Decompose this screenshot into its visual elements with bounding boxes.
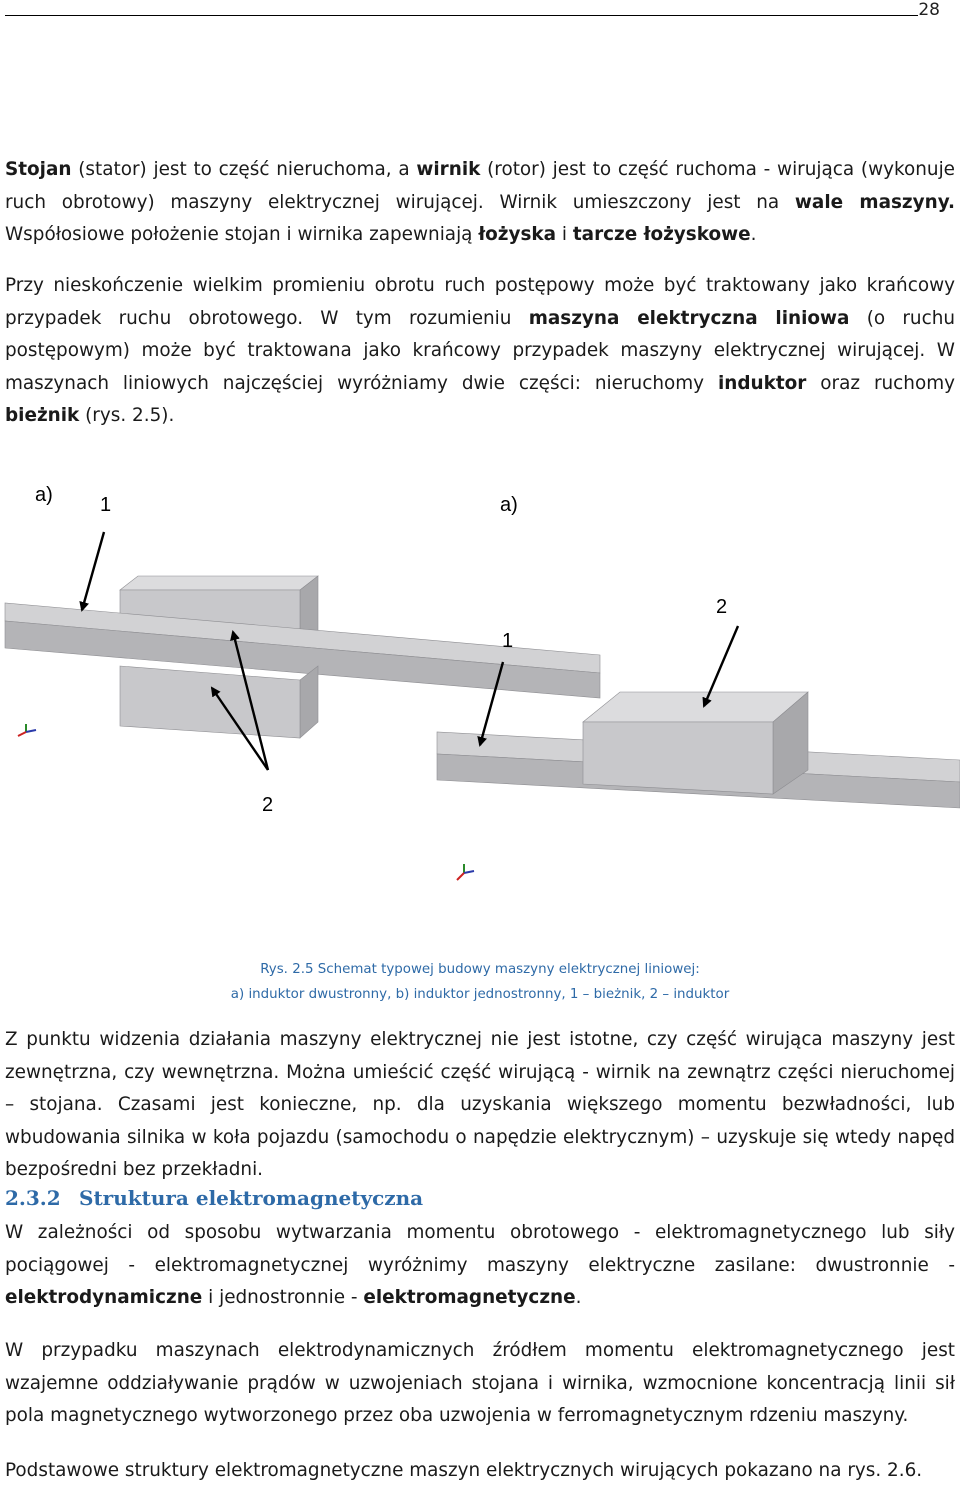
text-run: W zależności od sposobu wytwarzania momentu obrotowego - elektromagnetycznego lub siły pociągowej - elektromagnetycznej wyróżnimy maszyny elektryczne zasilane: dwustronnie - [5, 1222, 955, 1276]
text-run: W przypadku maszynach elektrodynamicznych źródłem momentu elektromagnetycznego jest wzajemne oddziaływanie prądów w uzwojeniach stojana i wirnika, wzmocnione koncentracją linii sił pola magnetycznego wytworzonego przez oba uzwojenia w ferromagnetycznym rdzeniu maszyny. [5, 1340, 955, 1426]
bold-term: Stojan [5, 159, 72, 180]
bold-term: wale maszyny. [794, 191, 955, 213]
left-bottom-block-side [300, 666, 318, 738]
bold-term: induktor [717, 372, 807, 394]
text-run: i jednostronnie - [202, 1287, 364, 1308]
left-top-block-top [120, 576, 318, 590]
figure-drawing [0, 470, 960, 960]
text-run: i [556, 224, 573, 245]
text-run: (rotor) jest to część ruchoma - wirująca (wykonuje ruch obrotowy) maszyny elektrycznej wirującej. Wirnik umieszczony jest na [5, 159, 955, 213]
text-run: . [750, 224, 757, 245]
right-axis-triad [457, 864, 474, 880]
bold-term: elektrodynamiczne [5, 1287, 203, 1308]
right-label-1: 1 [502, 630, 514, 652]
section-number: 2.3.2 [5, 1186, 61, 1210]
text-run: (stator) jest to część nieruchoma, a [71, 159, 417, 180]
paragraph-electrodynamic [5, 1335, 955, 1433]
right-block-top [583, 692, 808, 722]
bold-term: bieżnik [5, 405, 80, 426]
bold-term: maszyna elektryczna liniowa [528, 307, 850, 329]
header-rule [5, 15, 918, 16]
section-heading [5, 1186, 423, 1210]
bold-term: elektromagnetyczne [363, 1287, 576, 1308]
left-axis-triad [18, 724, 36, 736]
section-title: Struktura elektromagnetyczna [79, 1186, 424, 1210]
paragraph-linear-machine [5, 270, 955, 433]
figure-caption-line2: a) induktor dwustronny, b) induktor jednostronny, 1 – bieżnik, 2 – induktor [230, 987, 730, 1002]
figure-linear-machine [0, 470, 960, 960]
text-run: oraz ruchomy [806, 372, 955, 394]
bold-term: łożyska [478, 224, 557, 245]
text-run: Podstawowe struktury elektromagnetyczne maszyn elektrycznych wirujących pokazano na rys. 2.6. [5, 1460, 923, 1481]
bold-term: wirnik [416, 159, 481, 180]
text-run: . [575, 1287, 582, 1308]
text-run: (o ruchu postępowym) może być traktowana jako krańcowy przypadek maszyny elektrycznej wirującej. W maszynach liniowych najczęściej wyróżniamy dwie części: nieruchomy [5, 307, 956, 394]
paragraph-basic-structures [5, 1455, 955, 1488]
text-run: Z punktu widzenia działania maszyny elektrycznej nie jest istotne, czy część wirująca maszyny jest zewnętrzna, czy wewnętrzna. Można umieścić część wirującą - wirnik na zewnątrz części nieruchomej – stojana. Czasami jest konieczne, np. dla uzyskania większego momentu bezwładności, lub wbudowania silnika w koła pojazdu (samochodu o napędzie elektrycznym) – uzyskuje się wtedy napęd bezpośredni bez przekładni. [5, 1029, 955, 1180]
text-run: Przy nieskończenie wielkim promieniu obrotu ruch postępowy może być traktowany jako krańcowy przypadek ruchu obrotowego. W tym rozumieniu [5, 275, 955, 329]
page-number: 28 [918, 0, 940, 20]
left-arrow-1 [82, 532, 104, 610]
figure-caption-line1: Rys. 2.5 Schemat typowej budowy maszyny elektrycznej liniowej: [260, 962, 700, 977]
text-run: Współosiowe położenie stojan i wirnika zapewniają [5, 224, 479, 245]
left-figure-label: a) [35, 484, 53, 506]
left-label-2: 2 [262, 794, 274, 816]
bold-term: tarcze łożyskowe [572, 224, 751, 245]
text-run: (rys. 2.5). [79, 405, 175, 426]
left-label-1: 1 [100, 494, 112, 516]
paragraph-stator-rotor [5, 154, 955, 252]
right-label-2: 2 [716, 596, 728, 618]
right-block-front [583, 722, 773, 794]
right-figure-label: a) [500, 494, 518, 516]
paragraph-electromagnetic-structure [5, 1217, 955, 1315]
paragraph-external-rotor [5, 1024, 955, 1187]
left-bottom-block-front [120, 666, 300, 738]
